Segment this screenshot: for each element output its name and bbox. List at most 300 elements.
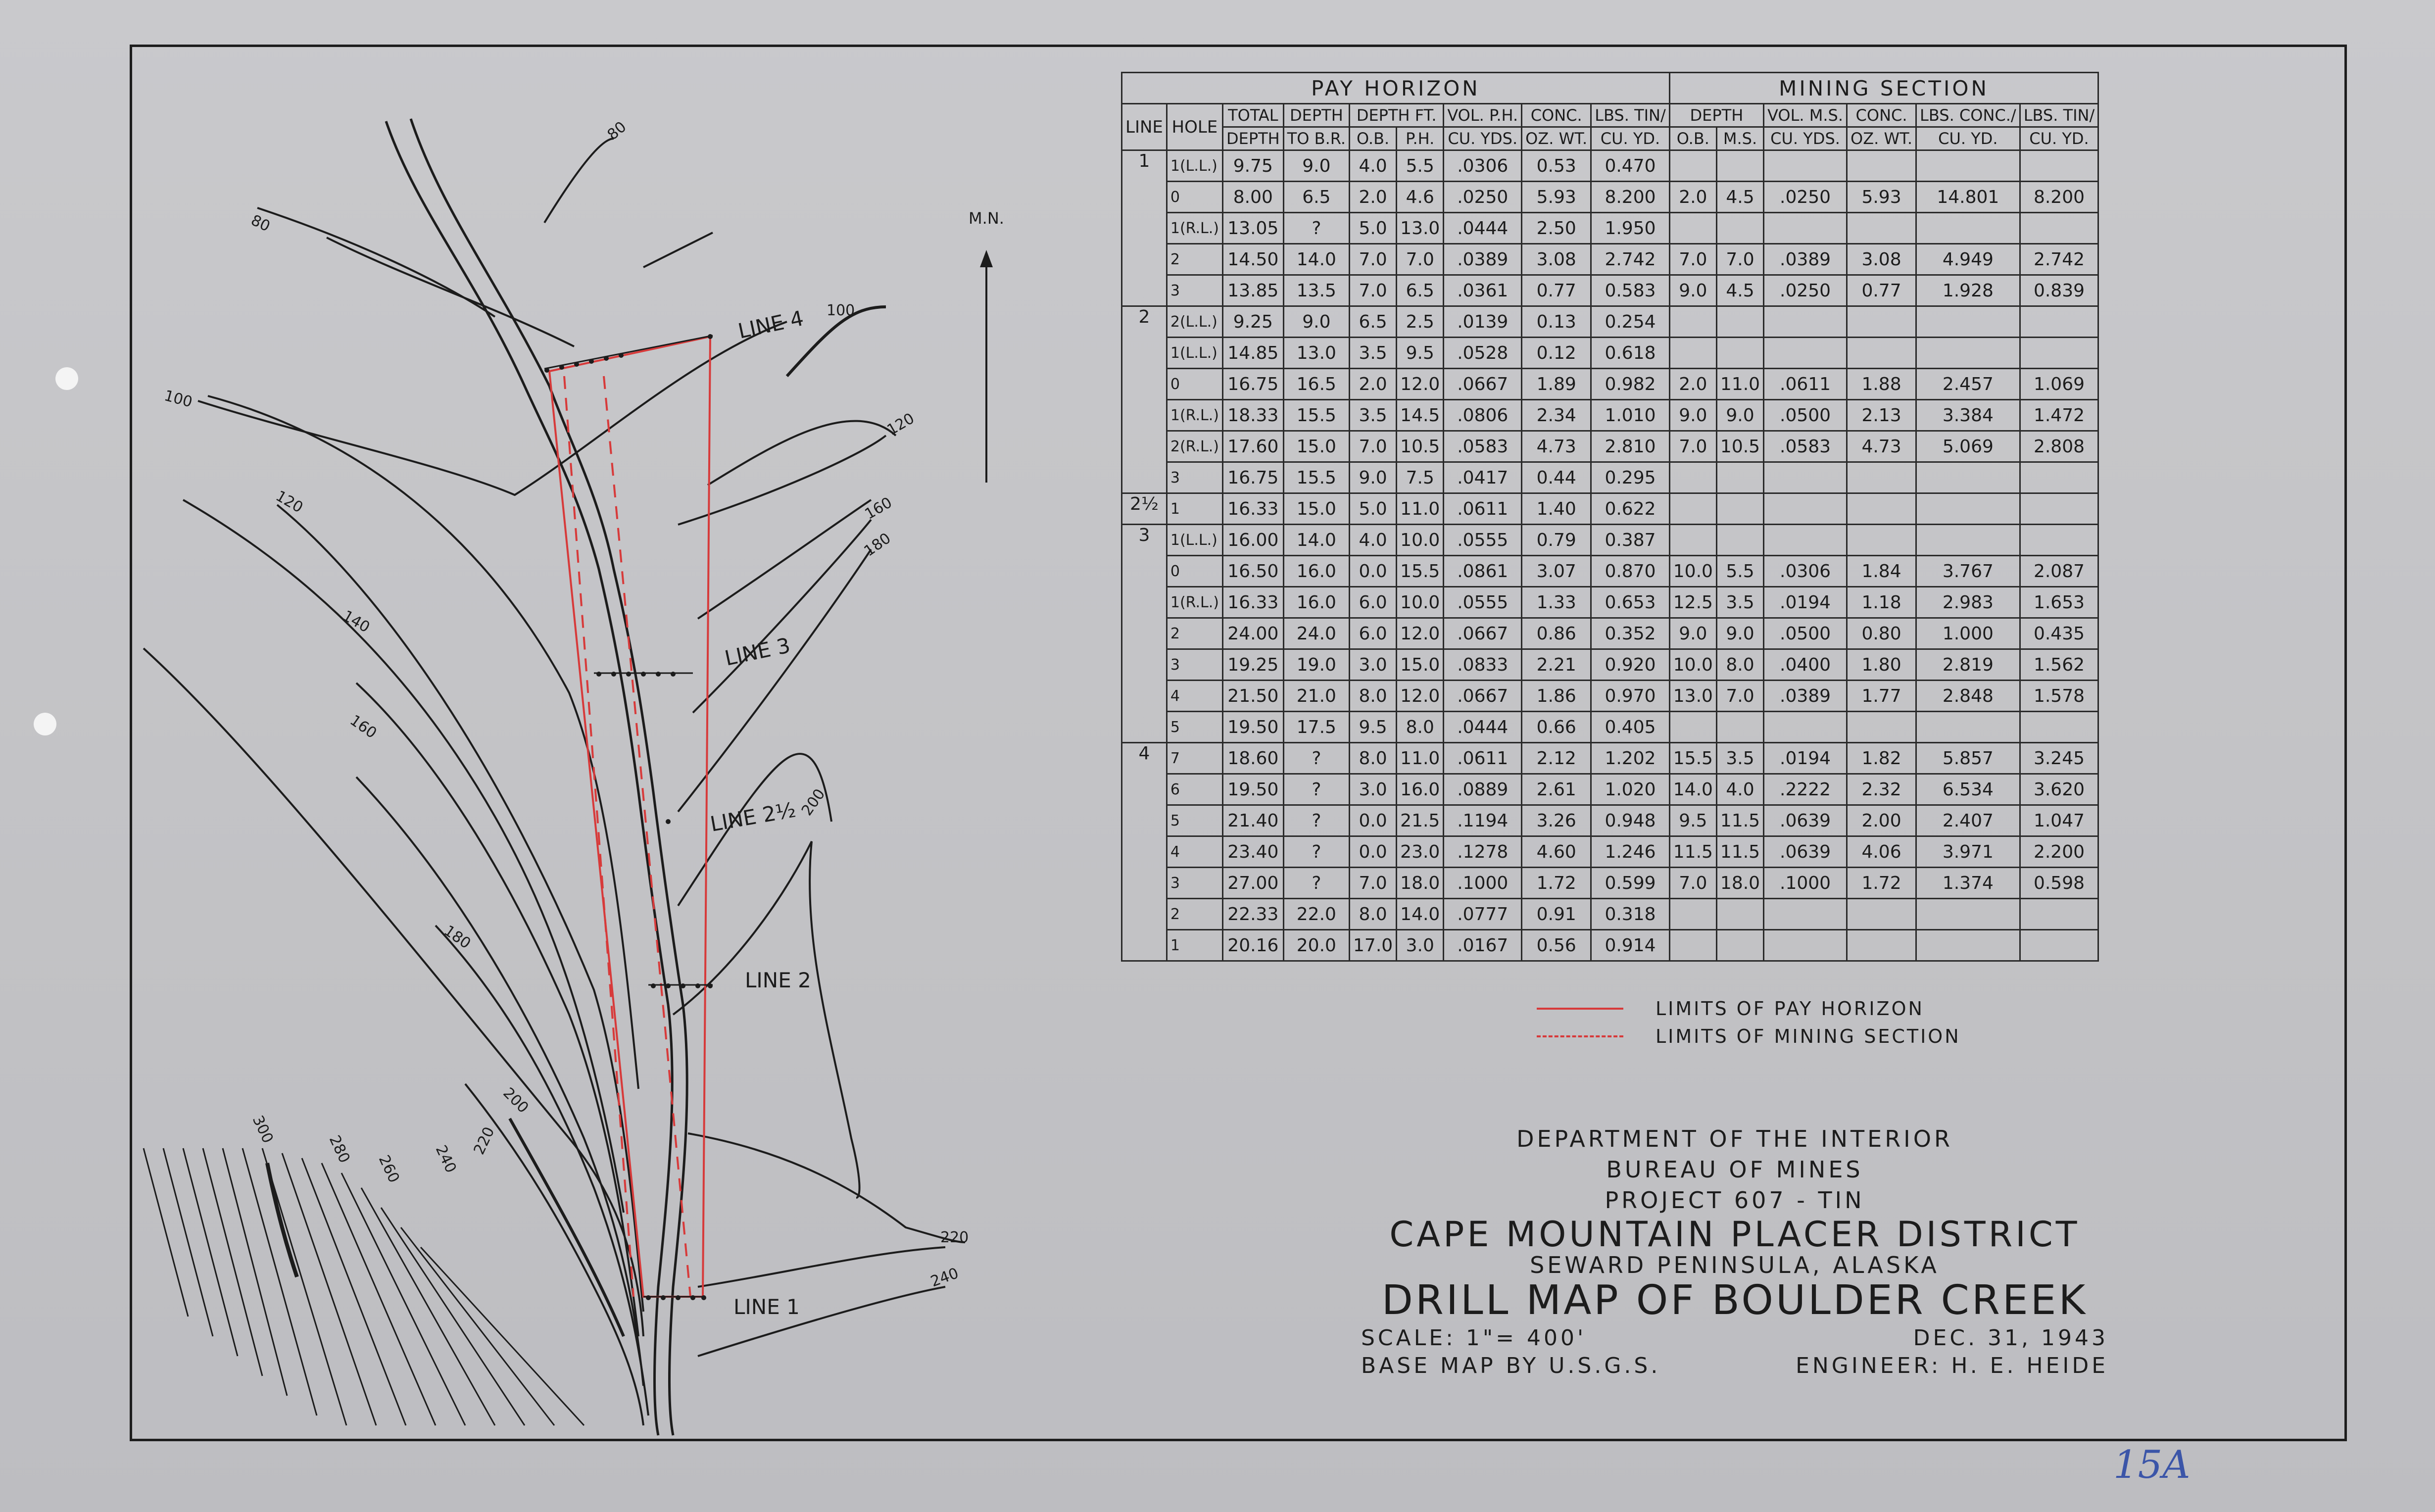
- table-cell: 4.0: [1350, 525, 1397, 556]
- table-cell: [1764, 306, 1847, 338]
- table-cell: 11.5: [1669, 836, 1716, 868]
- table-cell: .0639: [1764, 836, 1847, 868]
- table-cell: 4.5: [1716, 182, 1763, 213]
- table-cell: .0777: [1444, 899, 1522, 930]
- col-line: LINE: [1122, 104, 1167, 150]
- table-cell: .1000: [1444, 868, 1522, 899]
- table-cell: 2.13: [1847, 400, 1916, 431]
- table-cell: .1000: [1764, 868, 1847, 899]
- table-row: [1122, 649, 2098, 681]
- table-cell: [1847, 306, 1916, 338]
- hole-cell: 4: [1167, 836, 1222, 868]
- table-cell: [1916, 306, 2020, 338]
- hole-cell: 2: [1167, 899, 1222, 930]
- table-cell: 12.5: [1669, 587, 1716, 618]
- table-cell: 22.0: [1283, 899, 1349, 930]
- table-cell: .0444: [1444, 712, 1522, 743]
- table-row: [1122, 306, 2098, 338]
- table-cell: [1847, 213, 1916, 244]
- table-cell: 16.0: [1283, 587, 1349, 618]
- table-cell: 8.0: [1716, 649, 1763, 681]
- table-cell: 0.387: [1591, 525, 1670, 556]
- contour: [208, 396, 638, 1089]
- table-cell: 21.5: [1397, 805, 1444, 836]
- table-cell: .0500: [1764, 400, 1847, 431]
- north-arrow: [969, 209, 1004, 483]
- table-cell: [1847, 150, 1916, 182]
- table-cell: 1.18: [1847, 587, 1916, 618]
- contour-label: 280: [325, 1132, 353, 1166]
- table-cell: 4.5: [1716, 275, 1763, 306]
- col-depth-to-br-2: TO B.R.: [1283, 127, 1349, 150]
- table-cell: 7.0: [1669, 244, 1716, 275]
- table-cell: .0528: [1444, 338, 1522, 369]
- legend-label: LIMITS OF MINING SECTION: [1656, 1025, 1961, 1047]
- map-title: DRILL MAP OF BOULDER CREEK: [1381, 1277, 2088, 1324]
- mining-section-limit: [604, 376, 690, 1297]
- table-cell: .0167: [1444, 930, 1522, 961]
- table-cell: .0667: [1444, 369, 1522, 400]
- table-cell: 7.0: [1716, 244, 1763, 275]
- table-row: [1122, 493, 2098, 525]
- table-cell: [1916, 213, 2020, 244]
- table-cell: 18.0: [1716, 868, 1763, 899]
- contour-label: 80: [604, 118, 630, 144]
- table-cell: 5.93: [1522, 182, 1591, 213]
- table-cell: [1669, 462, 1716, 493]
- table-cell: [1847, 493, 1916, 525]
- hole-cell: 1(R.L.): [1167, 400, 1222, 431]
- col-total-depth-2: DEPTH: [1222, 127, 1283, 150]
- table-cell: 1.77: [1847, 681, 1916, 712]
- table-cell: .0194: [1764, 587, 1847, 618]
- table-cell: 0.56: [1522, 930, 1591, 961]
- table-cell: [1916, 493, 2020, 525]
- table-row: [1122, 712, 2098, 743]
- table-cell: 0.295: [1591, 462, 1670, 493]
- table-cell: 0.0: [1350, 805, 1397, 836]
- table-cell: [1716, 338, 1763, 369]
- contour-label: 80: [248, 211, 273, 236]
- line-number-cell: 2: [1122, 306, 1167, 493]
- table-cell: 18.0: [1397, 868, 1444, 899]
- table-cell: .0639: [1764, 805, 1847, 836]
- col-ms-conc-2: OZ. WT.: [1847, 127, 1916, 150]
- table-cell: .0889: [1444, 774, 1522, 805]
- table-cell: 15.0: [1283, 493, 1349, 525]
- table-cell: 14.0: [1669, 774, 1716, 805]
- table-row: [1122, 369, 2098, 400]
- drill-line: [544, 336, 713, 369]
- contour-label: 140: [340, 607, 373, 636]
- table-cell: 16.33: [1222, 493, 1283, 525]
- table-cell: 2.34: [1522, 400, 1591, 431]
- table-cell: 11.0: [1397, 743, 1444, 774]
- table-cell: 2.457: [1916, 369, 2020, 400]
- col-vol-ph-2: CU. YDS.: [1444, 127, 1522, 150]
- table-cell: 2.21: [1522, 649, 1591, 681]
- table-cell: [1716, 712, 1763, 743]
- table-row: [1122, 899, 2098, 930]
- table-cell: 6.0: [1350, 618, 1397, 649]
- table-cell: 0.77: [1522, 275, 1591, 306]
- table-cell: [1716, 899, 1763, 930]
- title-block: [1302, 1123, 2168, 1380]
- table-cell: [2020, 338, 2098, 369]
- contour: [678, 754, 831, 906]
- table-cell: 20.16: [1222, 930, 1283, 961]
- table-cell: 13.85: [1222, 275, 1283, 306]
- table-cell: 12.0: [1397, 369, 1444, 400]
- table-cell: [1764, 712, 1847, 743]
- line-number-cell: 2½: [1122, 493, 1167, 525]
- hole-cell: 2: [1167, 618, 1222, 649]
- table-cell: 1.40: [1522, 493, 1591, 525]
- mining-section-swatch: [1537, 1035, 1623, 1037]
- table-cell: ?: [1283, 805, 1349, 836]
- table-cell: 14.801: [1916, 182, 2020, 213]
- table-cell: 14.50: [1222, 244, 1283, 275]
- table-cell: 1.010: [1591, 400, 1670, 431]
- table-cell: 11.0: [1716, 369, 1763, 400]
- hole-cell: 1(L.L.): [1167, 150, 1222, 182]
- table-cell: 17.0: [1350, 930, 1397, 961]
- table-row: [1122, 805, 2098, 836]
- table-cell: 0.13: [1522, 306, 1591, 338]
- contour-label: 240: [432, 1142, 460, 1176]
- table-cell: 13.0: [1669, 681, 1716, 712]
- table-cell: 4.73: [1847, 431, 1916, 462]
- table-cell: 2.742: [1591, 244, 1670, 275]
- table-cell: 0.598: [2020, 868, 2098, 899]
- table-cell: [1716, 213, 1763, 244]
- table-cell: .0861: [1444, 556, 1522, 587]
- table-cell: 0.914: [1591, 930, 1670, 961]
- table-cell: [1669, 525, 1716, 556]
- hole-cell: 1(L.L.): [1167, 338, 1222, 369]
- drill-table-body: [1122, 150, 2098, 961]
- table-cell: 1.88: [1847, 369, 1916, 400]
- table-row: [1122, 213, 2098, 244]
- table-cell: [1916, 930, 2020, 961]
- table-cell: 3.08: [1847, 244, 1916, 275]
- table-cell: 3.620: [2020, 774, 2098, 805]
- table-cell: [1764, 338, 1847, 369]
- table-cell: [1916, 462, 2020, 493]
- table-cell: 7.0: [1669, 431, 1716, 462]
- hole-cell: 0: [1167, 182, 1222, 213]
- contour-label: 260: [375, 1152, 403, 1186]
- contour-label: 220: [470, 1124, 498, 1158]
- col-hole: HOLE: [1167, 104, 1222, 150]
- col-lbs-tin-2: CU. YD.: [1591, 127, 1670, 150]
- table-cell: 9.5: [1669, 805, 1716, 836]
- table-cell: 7.0: [1669, 868, 1716, 899]
- hole-cell: 3: [1167, 868, 1222, 899]
- table-cell: 5.069: [1916, 431, 2020, 462]
- table-cell: 21.50: [1222, 681, 1283, 712]
- table-cell: 0.79: [1522, 525, 1591, 556]
- table-cell: 15.5: [1669, 743, 1716, 774]
- table-cell: 0.870: [1591, 556, 1670, 587]
- table-row: [1122, 150, 2098, 182]
- table-cell: 6.0: [1350, 587, 1397, 618]
- table-cell: 3.08: [1522, 244, 1591, 275]
- table-cell: .0250: [1764, 182, 1847, 213]
- col-lbs-tin: LBS. TIN/: [1591, 104, 1670, 127]
- table-cell: .1194: [1444, 805, 1522, 836]
- table-cell: 7.0: [1350, 275, 1397, 306]
- table-cell: 15.0: [1283, 431, 1349, 462]
- table-cell: .1278: [1444, 836, 1522, 868]
- hole-cell: 1(L.L.): [1167, 525, 1222, 556]
- col-depth-ft: DEPTH FT.: [1350, 104, 1444, 127]
- table-cell: .0306: [1764, 556, 1847, 587]
- table-cell: 0.318: [1591, 899, 1670, 930]
- table-cell: 4.06: [1847, 836, 1916, 868]
- table-cell: 19.25: [1222, 649, 1283, 681]
- table-cell: 0.91: [1522, 899, 1591, 930]
- sheet-number: 15A: [2113, 1443, 2191, 1487]
- table-cell: 9.75: [1222, 150, 1283, 182]
- table-cell: ?: [1283, 213, 1349, 244]
- col-ms-depth: DEPTH: [1669, 104, 1763, 127]
- table-cell: [1847, 930, 1916, 961]
- table-cell: 13.0: [1397, 213, 1444, 244]
- table-cell: 1.82: [1847, 743, 1916, 774]
- table-cell: 3.767: [1916, 556, 2020, 587]
- scale-text: SCALE: 1"= 400': [1361, 1325, 1587, 1351]
- legend-label: LIMITS OF PAY HORIZON: [1656, 998, 1924, 1020]
- table-cell: 2.983: [1916, 587, 2020, 618]
- table-cell: [1669, 306, 1716, 338]
- table-row: [1122, 400, 2098, 431]
- table-cell: 19.0: [1283, 649, 1349, 681]
- table-cell: 23.0: [1397, 836, 1444, 868]
- table-cell: 2.5: [1397, 306, 1444, 338]
- col-conc: CONC.: [1522, 104, 1591, 127]
- drill-line-label: LINE 4: [735, 306, 806, 343]
- table-cell: 0.435: [2020, 618, 2098, 649]
- table-cell: 6.5: [1397, 275, 1444, 306]
- table-cell: 12.0: [1397, 681, 1444, 712]
- table-cell: 1.950: [1591, 213, 1670, 244]
- legend: [1537, 995, 1961, 1050]
- contour: [688, 1133, 965, 1242]
- hole-cell: 2(R.L.): [1167, 431, 1222, 462]
- hole-cell: 5: [1167, 805, 1222, 836]
- table-cell: 0.66: [1522, 712, 1591, 743]
- table-cell: 11.0: [1397, 493, 1444, 525]
- table-cell: .0611: [1444, 743, 1522, 774]
- table-cell: .0194: [1764, 743, 1847, 774]
- contour-label: 100: [162, 387, 195, 411]
- table-cell: .0306: [1444, 150, 1522, 182]
- table-cell: 8.0: [1397, 712, 1444, 743]
- table-row: [1122, 182, 2098, 213]
- contour-label: 300: [248, 1113, 277, 1146]
- table-cell: 2.0: [1669, 182, 1716, 213]
- table-cell: 15.5: [1397, 556, 1444, 587]
- table-cell: [1669, 150, 1716, 182]
- table-cell: [1716, 462, 1763, 493]
- table-cell: .0500: [1764, 618, 1847, 649]
- hole-cell: 2(L.L.): [1167, 306, 1222, 338]
- table-cell: 3.5: [1350, 338, 1397, 369]
- base-map-credit: BASE MAP BY U.S.G.S.: [1361, 1353, 1661, 1378]
- col-lbs-conc: LBS. CONC./: [1916, 104, 2020, 127]
- table-cell: 14.0: [1283, 525, 1349, 556]
- hole-cell: 3: [1167, 462, 1222, 493]
- table-cell: 5.0: [1350, 213, 1397, 244]
- table-cell: [1764, 150, 1847, 182]
- contour-label: 120: [884, 409, 918, 439]
- table-cell: 1.89: [1522, 369, 1591, 400]
- table-cell: .2222: [1764, 774, 1847, 805]
- table-cell: .0361: [1444, 275, 1522, 306]
- table-row: [1122, 681, 2098, 712]
- table-cell: 0.77: [1847, 275, 1916, 306]
- table-cell: 13.05: [1222, 213, 1283, 244]
- hole-cell: 3: [1167, 649, 1222, 681]
- table-cell: 16.50: [1222, 556, 1283, 587]
- table-cell: .0389: [1764, 244, 1847, 275]
- hole-cell: 1: [1167, 493, 1222, 525]
- table-cell: 0.970: [1591, 681, 1670, 712]
- contour-label: 240: [928, 1265, 961, 1291]
- table-cell: 21.40: [1222, 805, 1283, 836]
- table-cell: 5.5: [1397, 150, 1444, 182]
- table-cell: 3.971: [1916, 836, 2020, 868]
- table-cell: 0.53: [1522, 150, 1591, 182]
- table-cell: [1669, 712, 1716, 743]
- table-cell: 0.352: [1591, 618, 1670, 649]
- table-cell: 7.0: [1350, 431, 1397, 462]
- table-cell: ?: [1283, 836, 1349, 868]
- table-cell: 7.5: [1397, 462, 1444, 493]
- table-cell: [1716, 306, 1763, 338]
- table-cell: 3.5: [1350, 400, 1397, 431]
- col-ph: P.H.: [1397, 127, 1444, 150]
- contour-label: 180: [440, 922, 474, 953]
- table-cell: ?: [1283, 743, 1349, 774]
- line-number-cell: 1: [1122, 150, 1167, 306]
- contour: [327, 238, 574, 346]
- region-line: SEWARD PENINSULA, ALASKA: [1530, 1252, 1940, 1278]
- table-cell: 1.020: [1591, 774, 1670, 805]
- table-cell: 2.50: [1522, 213, 1591, 244]
- table-cell: .0833: [1444, 649, 1522, 681]
- table-cell: [2020, 462, 2098, 493]
- table-cell: [2020, 899, 2098, 930]
- table-cell: 23.40: [1222, 836, 1283, 868]
- hole-cell: 6: [1167, 774, 1222, 805]
- table-row: [1122, 338, 2098, 369]
- table-cell: [1716, 930, 1763, 961]
- col-depth-to-br: DEPTH: [1283, 104, 1349, 127]
- hole-cell: 5: [1167, 712, 1222, 743]
- table-cell: [1669, 493, 1716, 525]
- credits-row: [1302, 1352, 2168, 1380]
- table-cell: 0.0: [1350, 836, 1397, 868]
- hole-cell: 3: [1167, 275, 1222, 306]
- table-cell: [1916, 525, 2020, 556]
- table-cell: [2020, 712, 2098, 743]
- contour-label: 180: [861, 530, 894, 560]
- table-cell: [2020, 525, 2098, 556]
- hole-cell: 2: [1167, 244, 1222, 275]
- table-row: [1122, 836, 2098, 868]
- table-cell: 2.819: [1916, 649, 2020, 681]
- engineer-credit: ENGINEER: H. E. HEIDE: [1796, 1353, 2108, 1378]
- col-ob: O.B.: [1350, 127, 1397, 150]
- table-cell: [1764, 213, 1847, 244]
- table-cell: 8.0: [1350, 899, 1397, 930]
- hole-cell: 4: [1167, 681, 1222, 712]
- col-ms-ob: O.B.: [1669, 127, 1716, 150]
- hole-cell: 0: [1167, 556, 1222, 587]
- table-cell: 0.839: [2020, 275, 2098, 306]
- table-cell: 1.86: [1522, 681, 1591, 712]
- table-cell: ?: [1283, 868, 1349, 899]
- hole-cell: 1: [1167, 930, 1222, 961]
- table-cell: 1.928: [1916, 275, 2020, 306]
- contour: [198, 322, 787, 495]
- table-cell: 9.5: [1350, 712, 1397, 743]
- table-cell: ?: [1283, 774, 1349, 805]
- drill-line-label: LINE 2½: [708, 797, 798, 836]
- table-cell: [1669, 930, 1716, 961]
- table-row: [1122, 431, 2098, 462]
- table-cell: 15.0: [1397, 649, 1444, 681]
- table-row: [1122, 743, 2098, 774]
- table-cell: [1847, 525, 1916, 556]
- table-cell: 13.0: [1283, 338, 1349, 369]
- table-cell: 24.0: [1283, 618, 1349, 649]
- table-cell: 19.50: [1222, 774, 1283, 805]
- table-cell: 3.0: [1397, 930, 1444, 961]
- table-cell: [2020, 493, 2098, 525]
- table-cell: 10.0: [1669, 556, 1716, 587]
- table-cell: 9.0: [1283, 150, 1349, 182]
- contour: [544, 139, 614, 223]
- table-cell: 5.93: [1847, 182, 1916, 213]
- table-cell: 24.00: [1222, 618, 1283, 649]
- line-number-cell: 3: [1122, 525, 1167, 743]
- line-number-cell: 4: [1122, 743, 1167, 961]
- table-cell: .0417: [1444, 462, 1522, 493]
- table-cell: [1764, 462, 1847, 493]
- table-cell: 5.857: [1916, 743, 2020, 774]
- table-cell: 9.0: [1669, 275, 1716, 306]
- table-cell: 14.0: [1283, 244, 1349, 275]
- table-cell: 2.0: [1669, 369, 1716, 400]
- col-ms-lbs-tin-2: CU. YD.: [2020, 127, 2098, 150]
- table-cell: 2.407: [1916, 805, 2020, 836]
- table-cell: .0611: [1764, 369, 1847, 400]
- pay-horizon-limits: [549, 337, 710, 1297]
- table-cell: 6.534: [1916, 774, 2020, 805]
- table-cell: 16.33: [1222, 587, 1283, 618]
- table-cell: 12.0: [1397, 618, 1444, 649]
- table-cell: 0.920: [1591, 649, 1670, 681]
- table-cell: [1847, 462, 1916, 493]
- table-cell: .0583: [1764, 431, 1847, 462]
- table-cell: .0444: [1444, 213, 1522, 244]
- contour-label: 160: [346, 711, 380, 742]
- table-cell: [1916, 899, 2020, 930]
- table-cell: 7.0: [1397, 244, 1444, 275]
